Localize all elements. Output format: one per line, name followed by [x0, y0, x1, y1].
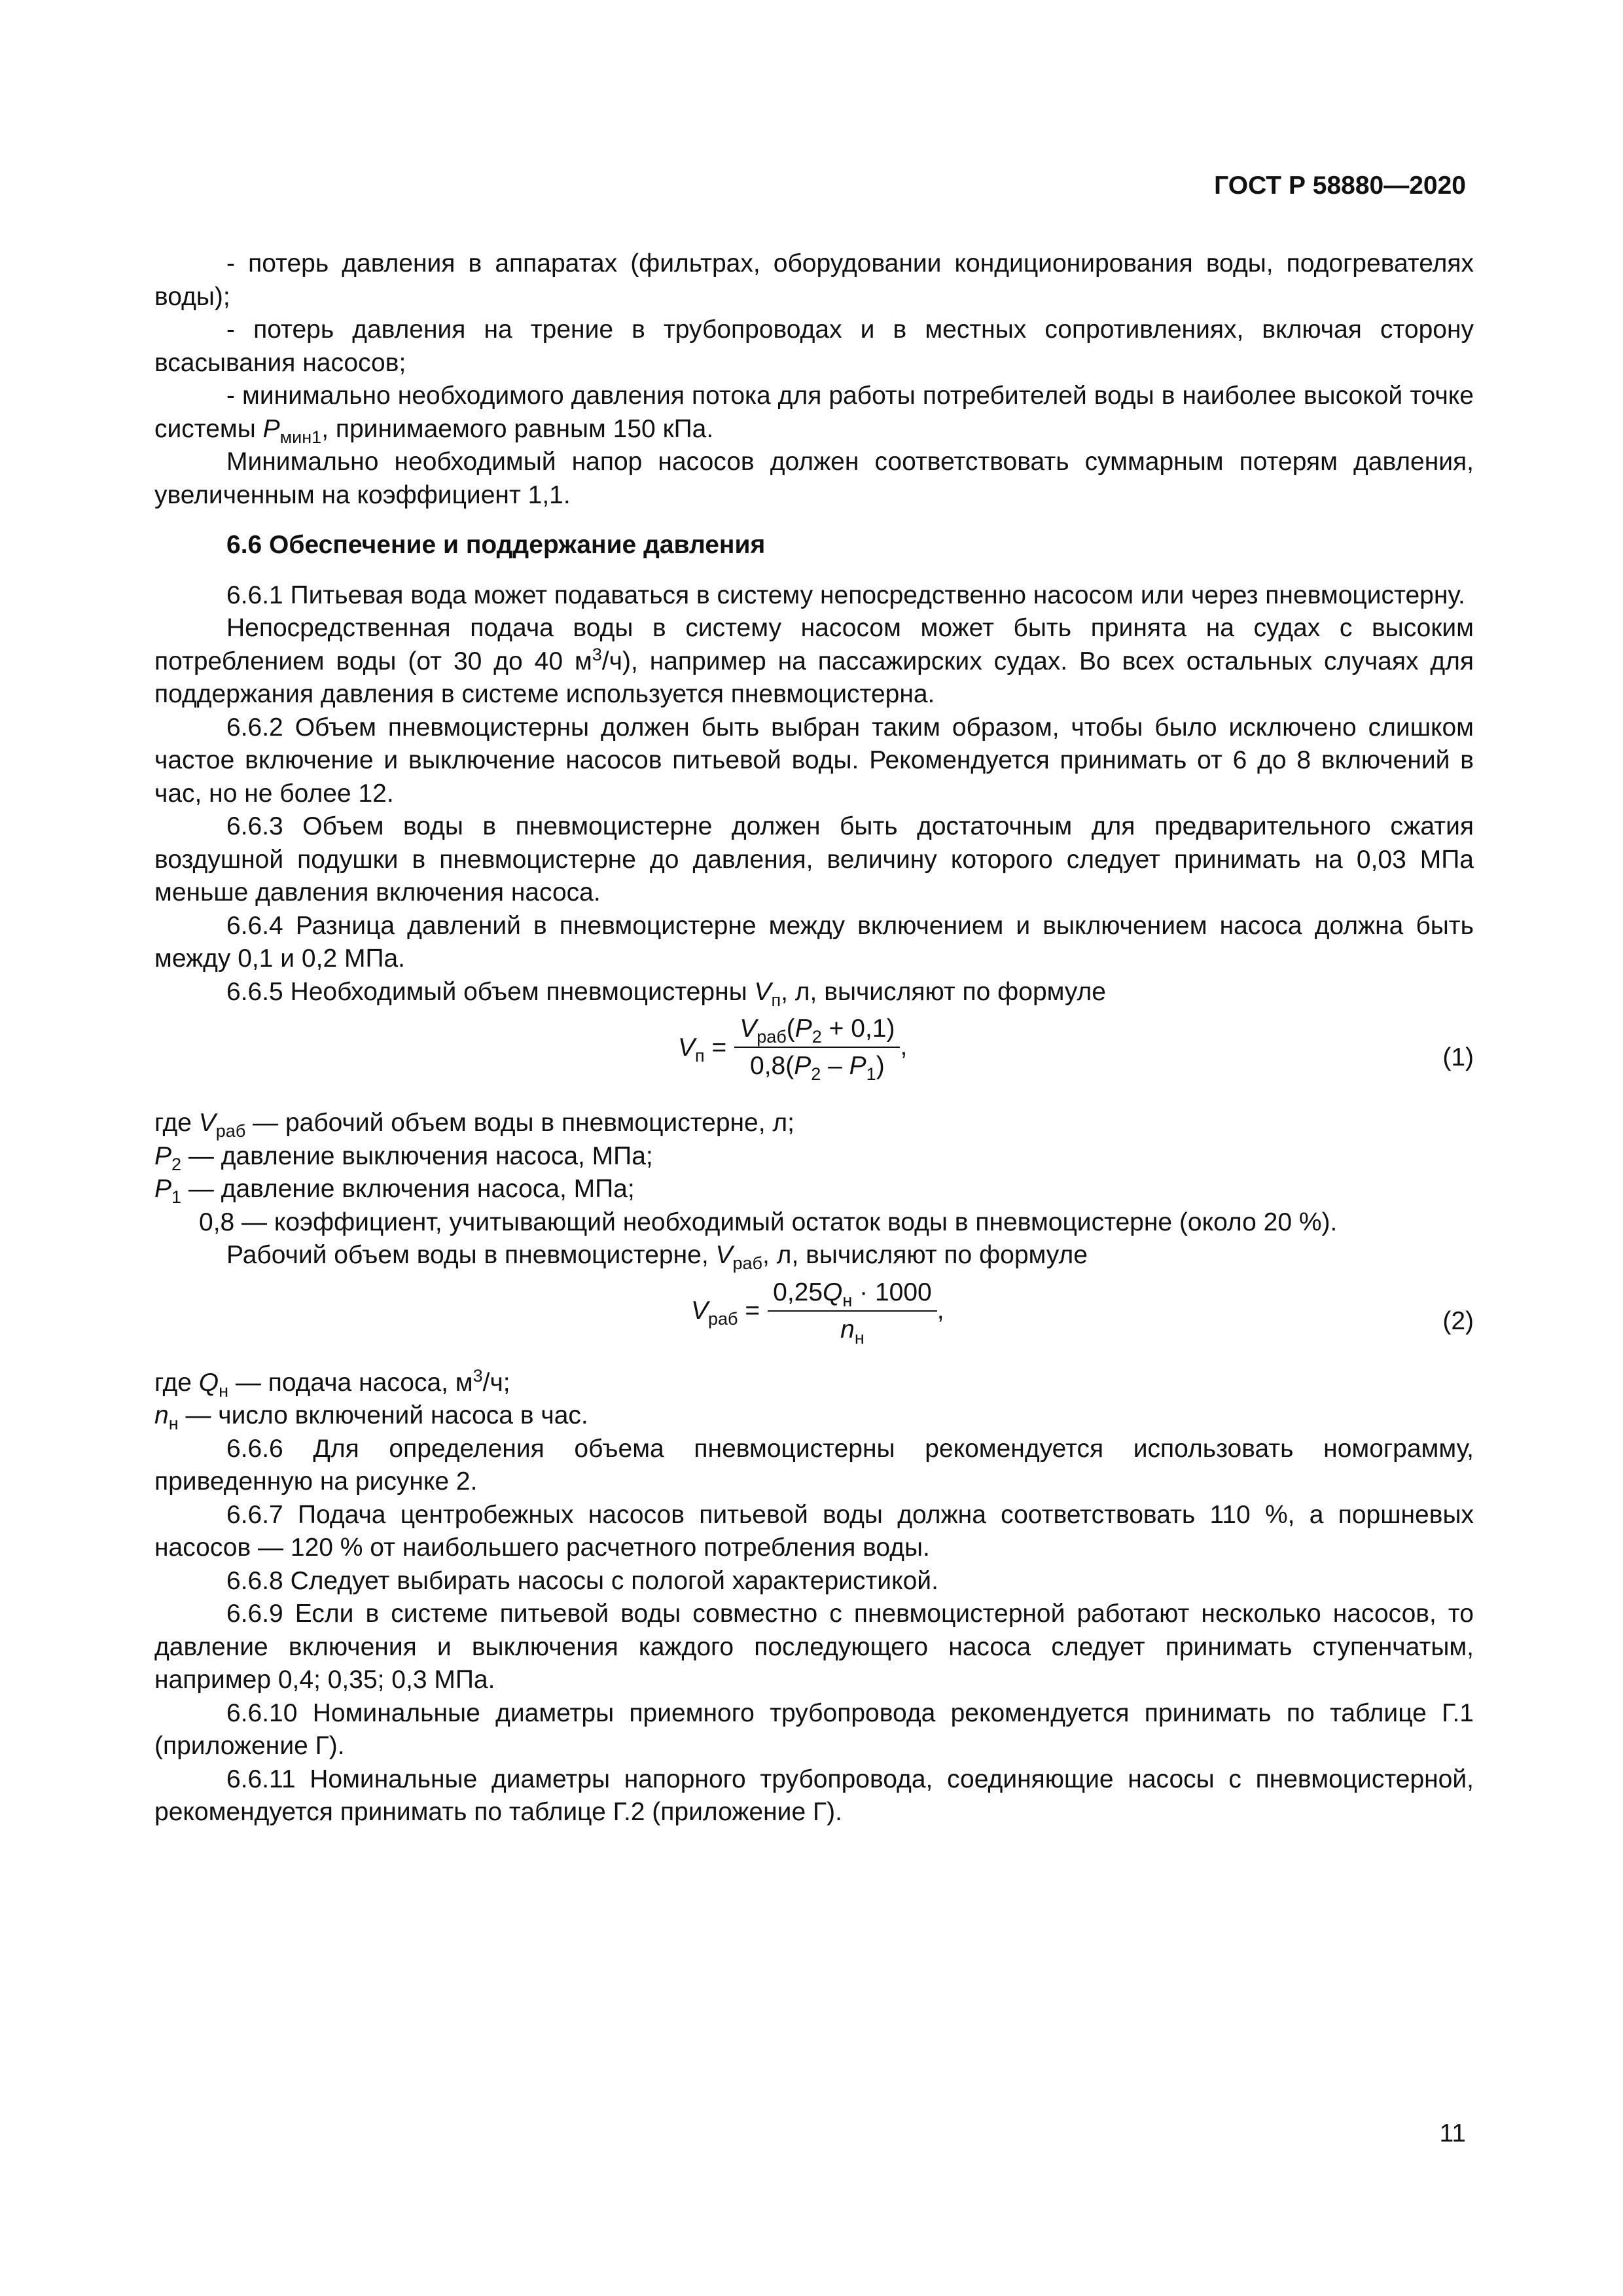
paragraph-6-6-1-b: Непосредственная подача воды в систему насосом может быть принята на судах с высоким потреблением воды (от 30 до 40 $м^3/ч$), например на пассажирских судах. Во всех остальных случаях для поддержания давления в системе используется пневмоцистерна. [154, 614, 1474, 708]
where-1-line-4: 0,8 — коэффициент, учитывающий необходимый остаток воды в пневмоцистерне (около 20 %). [199, 1208, 1338, 1236]
paragraph-bullet-1: - потерь давления в аппаратах (фильтрах, оборудовании кондиционирования воды, подогревателях воды); [154, 249, 1474, 311]
where-2-line-2: $n_н$ — число включений насоса в час. [154, 1401, 588, 1433]
paragraph-6-6-11: 6.6.11 Номинальные диаметры напорного трубопровода, соединяющие насосы с пневмоцистерной, рекомендуется принимать по таблице Г.2 (приложение Г). [154, 1765, 1474, 1826]
paragraph-6-6-4: 6.6.4 Разница давлений в пневмоцистерне между включением и выключением насоса должна быть между 0,1 и 0,2 МПа. [154, 911, 1474, 973]
where-1-line-3: $P_1$ — давление включения насоса, МПа; [154, 1175, 635, 1207]
paragraph-bullet-3: - минимально необходимого давления потока для работы потребителей воды в наиболее высокой точке системы $P_{мин1}$, принимаемого равным 150 кПа. [154, 382, 1474, 447]
formula-2: $V_{раб}$ = $\frac{0,25Q_н \cdot 1000}{n_н}$ , (2) [154, 1275, 1474, 1363]
paragraph-6-6-9: 6.6.9 Если в системе питьевой воды совместно с пневмоцистерной работают несколько насосов, то давление включения и выключения каждого последующего насоса следует принимать ступенчатым, например 0,4; 0,35; 0,3 МПа. [154, 1600, 1474, 1694]
where-1-line-2: $P_2$ — давление выключения насоса, МПа; [154, 1141, 653, 1174]
paragraph-6-6-10: 6.6.10 Номинальные диаметры приемного трубопровода рекомендуется принимать по таблице Г.1 (приложение Г). [154, 1698, 1474, 1760]
where-2-line-1: где $Q_н$ — подача насоса, $м^3/ч$; [154, 1365, 510, 1401]
page-number: 11 [1439, 2119, 1466, 2147]
formula-2-number: (2) [1442, 1306, 1474, 1335]
formula-1-number: (1) [1442, 1043, 1474, 1071]
formula-1: $V_п$ = $\frac{V_{раб}(P_2 + 0,1)}{0,8(P_2 - P_1)}$ , (1) [154, 1011, 1474, 1103]
section-heading: 6.6 Обеспечение и поддержание давления [226, 531, 766, 559]
paragraph-6-6-7: 6.6.7 Подача центробежных насосов питьевой воды должна соответствовать 110 %, а поршневых насосов — 120 % от наибольшего расчетного потребления воды. [154, 1500, 1474, 1562]
document-body [154, 247, 1474, 1829]
where-1-line-1: где $V_{раб}$ — рабочий объем воды в пневмоцистерне, л; [154, 1109, 795, 1141]
paragraph-6-6-1: 6.6.1 Питьевая вода может подаваться в систему непосредственно насосом или через пневмоцистерну. [226, 581, 1465, 609]
formula-2-fraction: $\frac{0,25Q_н \cdot 1000}{n_н}$ [768, 1275, 937, 1348]
paragraph-bullet-2: - потерь давления на трение в трубопроводах и в местных сопротивлениях, включая сторону всасывания насосов; [154, 315, 1474, 377]
paragraph-6-6-6: 6.6.6 Для определения объема пневмоцистерны рекомендуется использовать номограмму, приведенную на рисунке 2. [154, 1434, 1474, 1496]
paragraph-6-6-3: 6.6.3 Объем воды в пневмоцистерне должен быть достаточным для предварительного сжатия воздушной подушки в пневмоцистерне до давления, величину которого следует принимать на 0,03 МПа меньше давления включения насоса. [154, 812, 1474, 906]
paragraph-6-6-2: 6.6.2 Объем пневмоцистерны должен быть выбран таким образом, чтобы было исключено слишком частое включение и выключение насосов питьевой воды. Рекомендуется принимать от 6 до 8 включений в час, но не более 12. [154, 713, 1474, 808]
paragraph-work-volume: Рабочий объем воды в пневмоцистерне, $V_{раб}$, л, вычисляют по формуле [226, 1241, 1088, 1273]
formula-1-fraction: $\frac{V_{раб}(P_2 + 0,1)}{0,8(P_2 - P_1)}$ [734, 1011, 900, 1085]
paragraph-summary: Минимально необходимый напор насосов должен соответствовать суммарным потерям давления, увеличенным на коэффициент 1,1. [154, 448, 1474, 509]
paragraph-6-6-8: 6.6.8 Следует выбирать насосы с пологой характеристикой. [226, 1566, 938, 1595]
document-header: ГОСТ Р 58880—2020 [1214, 171, 1466, 200]
paragraph-6-6-5: 6.6.5 Необходимый объем пневмоцистерны $V_п$, л, вычисляют по формуле [226, 977, 1106, 1010]
